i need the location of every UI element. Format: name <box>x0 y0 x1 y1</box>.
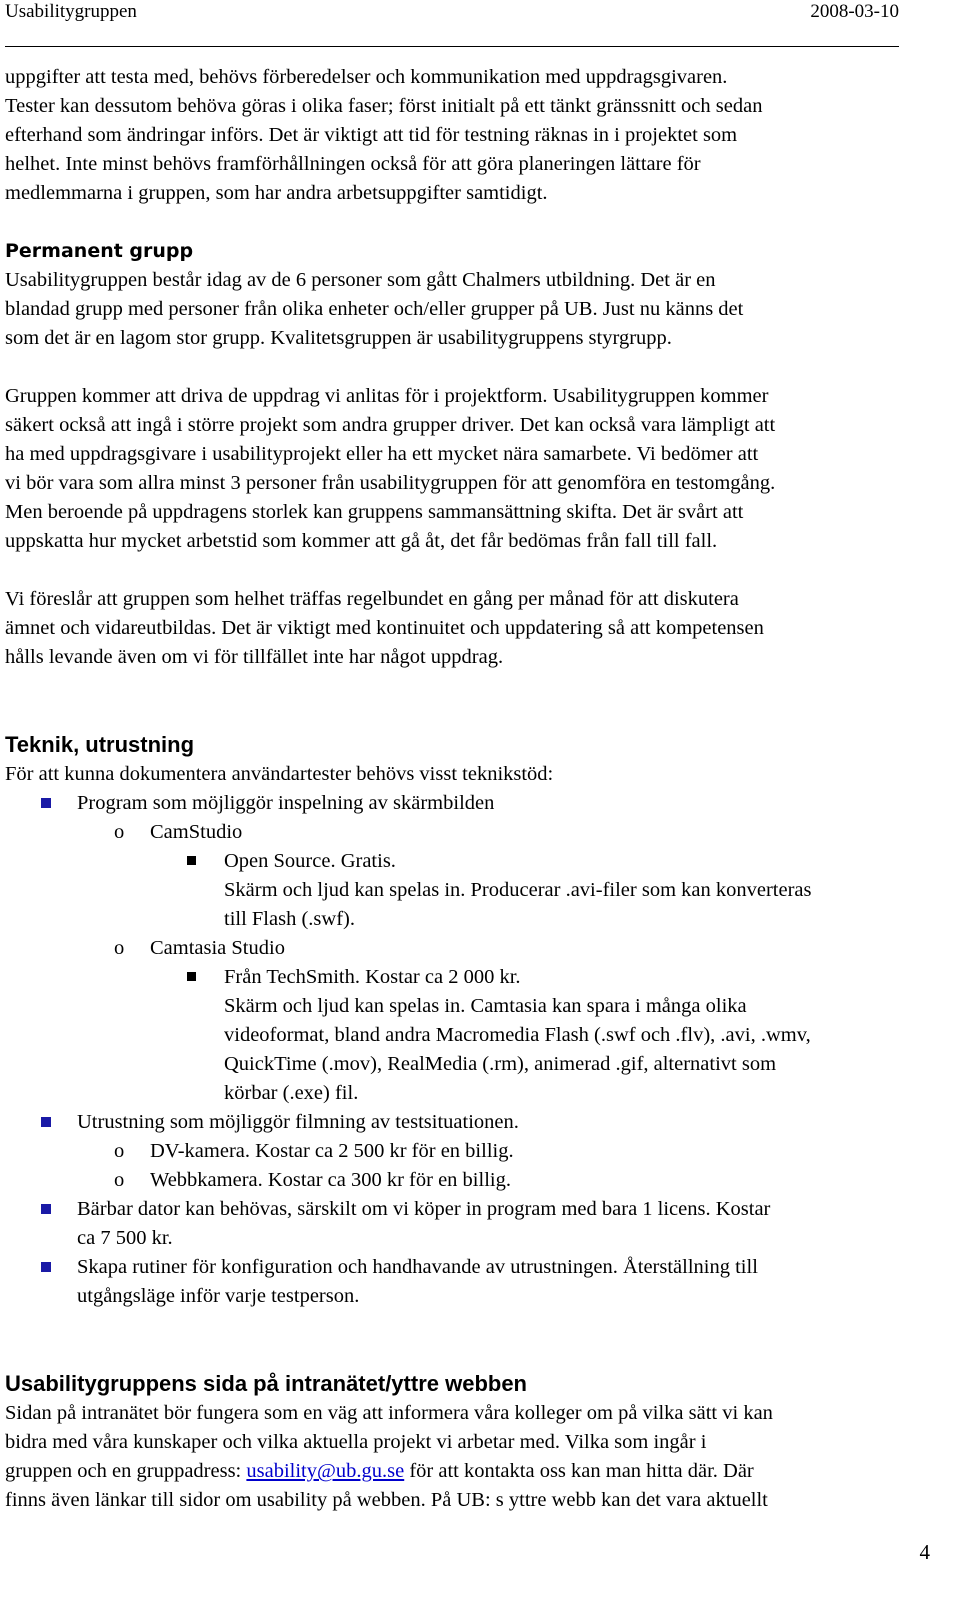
text-line: uppgifter att testa med, behövs förberedelser och kommunikation med uppdragsgivaren. <box>5 66 728 88</box>
square-bullet-icon <box>41 798 51 808</box>
square-bullet-icon <box>187 856 196 865</box>
square-bullet-icon <box>187 972 196 981</box>
list-item: o DV-kamera. Kostar ca 2 500 kr för en billig. <box>5 1137 949 1166</box>
text-line: bidra med våra kunskaper och vilka aktuella projekt vi arbetar med. Vilka som ingår i <box>5 1431 707 1453</box>
teknik-intro: För att kunna dokumentera användartester behövs visst teknikstöd: <box>5 763 554 785</box>
text-line: Men beroende på uppdragens storlek kan gruppens sammansättning skifta. Det är svårt att <box>5 501 744 523</box>
square-bullet-icon <box>41 1204 51 1214</box>
text-line: medlemmarna i gruppen, som har andra arbetsuppgifter samtidigt. <box>5 182 548 204</box>
list-item: Utrustning som möjliggör filmning av testsituationen. <box>5 1108 949 1137</box>
text-line: ha med uppdragsgivare i usabilityprojekt eller ha ett mycket nära samarbete. Vi bedömer att <box>5 443 759 465</box>
intro-paragraph <box>5 63 949 208</box>
circle-bullet-icon: o <box>114 1169 125 1191</box>
square-bullet-icon <box>41 1117 51 1127</box>
text-line: efterhand som ändringar införs. Det är viktigt att tid för testning räknas in i projektet som <box>5 124 738 146</box>
text-line: finns även länkar till sidor om usability på webben. På UB: s yttre webb kan det vara aktuellt <box>5 1489 768 1511</box>
permanent-paragraph-1 <box>5 266 949 353</box>
text-line: Gruppen kommer att driva de uppdrag vi anlitas för i projektform. Usabilitygruppen kommer <box>5 385 769 407</box>
circle-bullet-icon: o <box>114 821 125 843</box>
text-line: uppskatta hur mycket arbetstid som kommer att gå åt, det får bedömas från fall till fall. <box>5 530 718 552</box>
page-header <box>5 0 899 47</box>
list-item: Skapa rutiner för konfiguration och handhavande av utrustningen. Återställning till utgångsläge inför varje testperson. <box>5 1253 949 1311</box>
list-item: Program som möjliggör inspelning av skärmbilden <box>5 789 949 818</box>
sida-paragraph: Sidan på intranätet bör fungera som en väg att informera våra kolleger om på vilka sätt vi kan bidra med våra kunskaper och vilka aktuella projekt vi arbetar med. Vilka som ingår i gruppen och en gruppadress: usability@ub.gu.se för att kontakta oss kan man hitta där. Där finns även länkar till sidor om usability på webben. På UB: s yttre webb kan det vara aktuellt <box>5 1402 773 1511</box>
teknik-heading: Teknik, utrustning <box>5 732 195 757</box>
circle-bullet-icon: o <box>114 1140 125 1162</box>
list-item: o Camtasia Studio <box>5 934 949 963</box>
document-body <box>5 63 949 1515</box>
page-number: 4 <box>919 1540 930 1564</box>
text-line: Usabilitygruppen består idag av de 6 personer som gått Chalmers utbildning. Det är en <box>5 269 716 291</box>
list-item: Open Source. Gratis. Skärm och ljud kan spelas in. Producerar .avi-filer som kan konverteras till Flash (.swf). <box>5 847 949 934</box>
list-item: o CamStudio <box>5 818 949 847</box>
list-item: Från TechSmith. Kostar ca 2 000 kr. Skärm och ljud kan spelas in. Camtasia kan spara i många olika videoformat, bland andra Macromedia Flash (.swf och .flv), .avi, .wmv, QuickTime (.mov), RealMedia (.rm), animerad .gif, alternativt som körbar (.exe) fil. <box>5 963 949 1108</box>
permanent-paragraph-2 <box>5 382 949 556</box>
text-line: ämnet och vidareutbildas. Det är viktigt med kontinuitet och uppdatering så att kompetensen <box>5 617 764 639</box>
text-line: säkert också att ingå i större projekt som andra grupper driver. Det kan också vara lämpligt att <box>5 414 776 436</box>
text-line: Tester kan dessutom behöva göras i olika faser; först initialt på ett tänkt gränssnitt och sedan <box>5 95 763 117</box>
permanent-paragraph-3 <box>5 585 949 672</box>
list-item: o Webbkamera. Kostar ca 300 kr för en billig. <box>5 1166 949 1195</box>
header-date: 2008-03-10 <box>810 1 899 22</box>
text-line: blandad grupp med personer från olika enheter och/eller grupper på UB. Just nu känns det <box>5 298 744 320</box>
sida-heading: Usabilitygruppens sida på intranätet/yttre webben <box>5 1371 527 1396</box>
email-link[interactable]: usability@ub.gu.se <box>246 1460 405 1482</box>
text-line: vi bör vara som allra minst 3 personer från usabilitygruppen för att genomföra en testomgång. <box>5 472 776 494</box>
text-line: som det är en lagom stor grupp. Kvalitetsgruppen är usabilitygruppens styrgrupp. <box>5 327 672 349</box>
circle-bullet-icon: o <box>114 937 125 959</box>
permanent-heading: Permanent grupp <box>5 240 194 262</box>
text-line: hålls levande även om vi för tillfället inte har något uppdrag. <box>5 646 504 668</box>
text-line: Sidan på intranätet bör fungera som en väg att informera våra kolleger om på vilka sätt vi kan <box>5 1402 773 1424</box>
text-line: helhet. Inte minst behövs framförhållningen också för att göra planeringen lättare för <box>5 153 701 175</box>
text-line: Vi föreslår att gruppen som helhet träffas regelbundet en gång per månad för att diskutera <box>5 588 739 610</box>
header-title: Usabilitygruppen <box>5 1 137 22</box>
list-item: Bärbar dator kan behövas, särskilt om vi köper in program med bara 1 licens. Kostar ca 7 500 kr. <box>5 1195 949 1253</box>
square-bullet-icon <box>41 1262 51 1272</box>
